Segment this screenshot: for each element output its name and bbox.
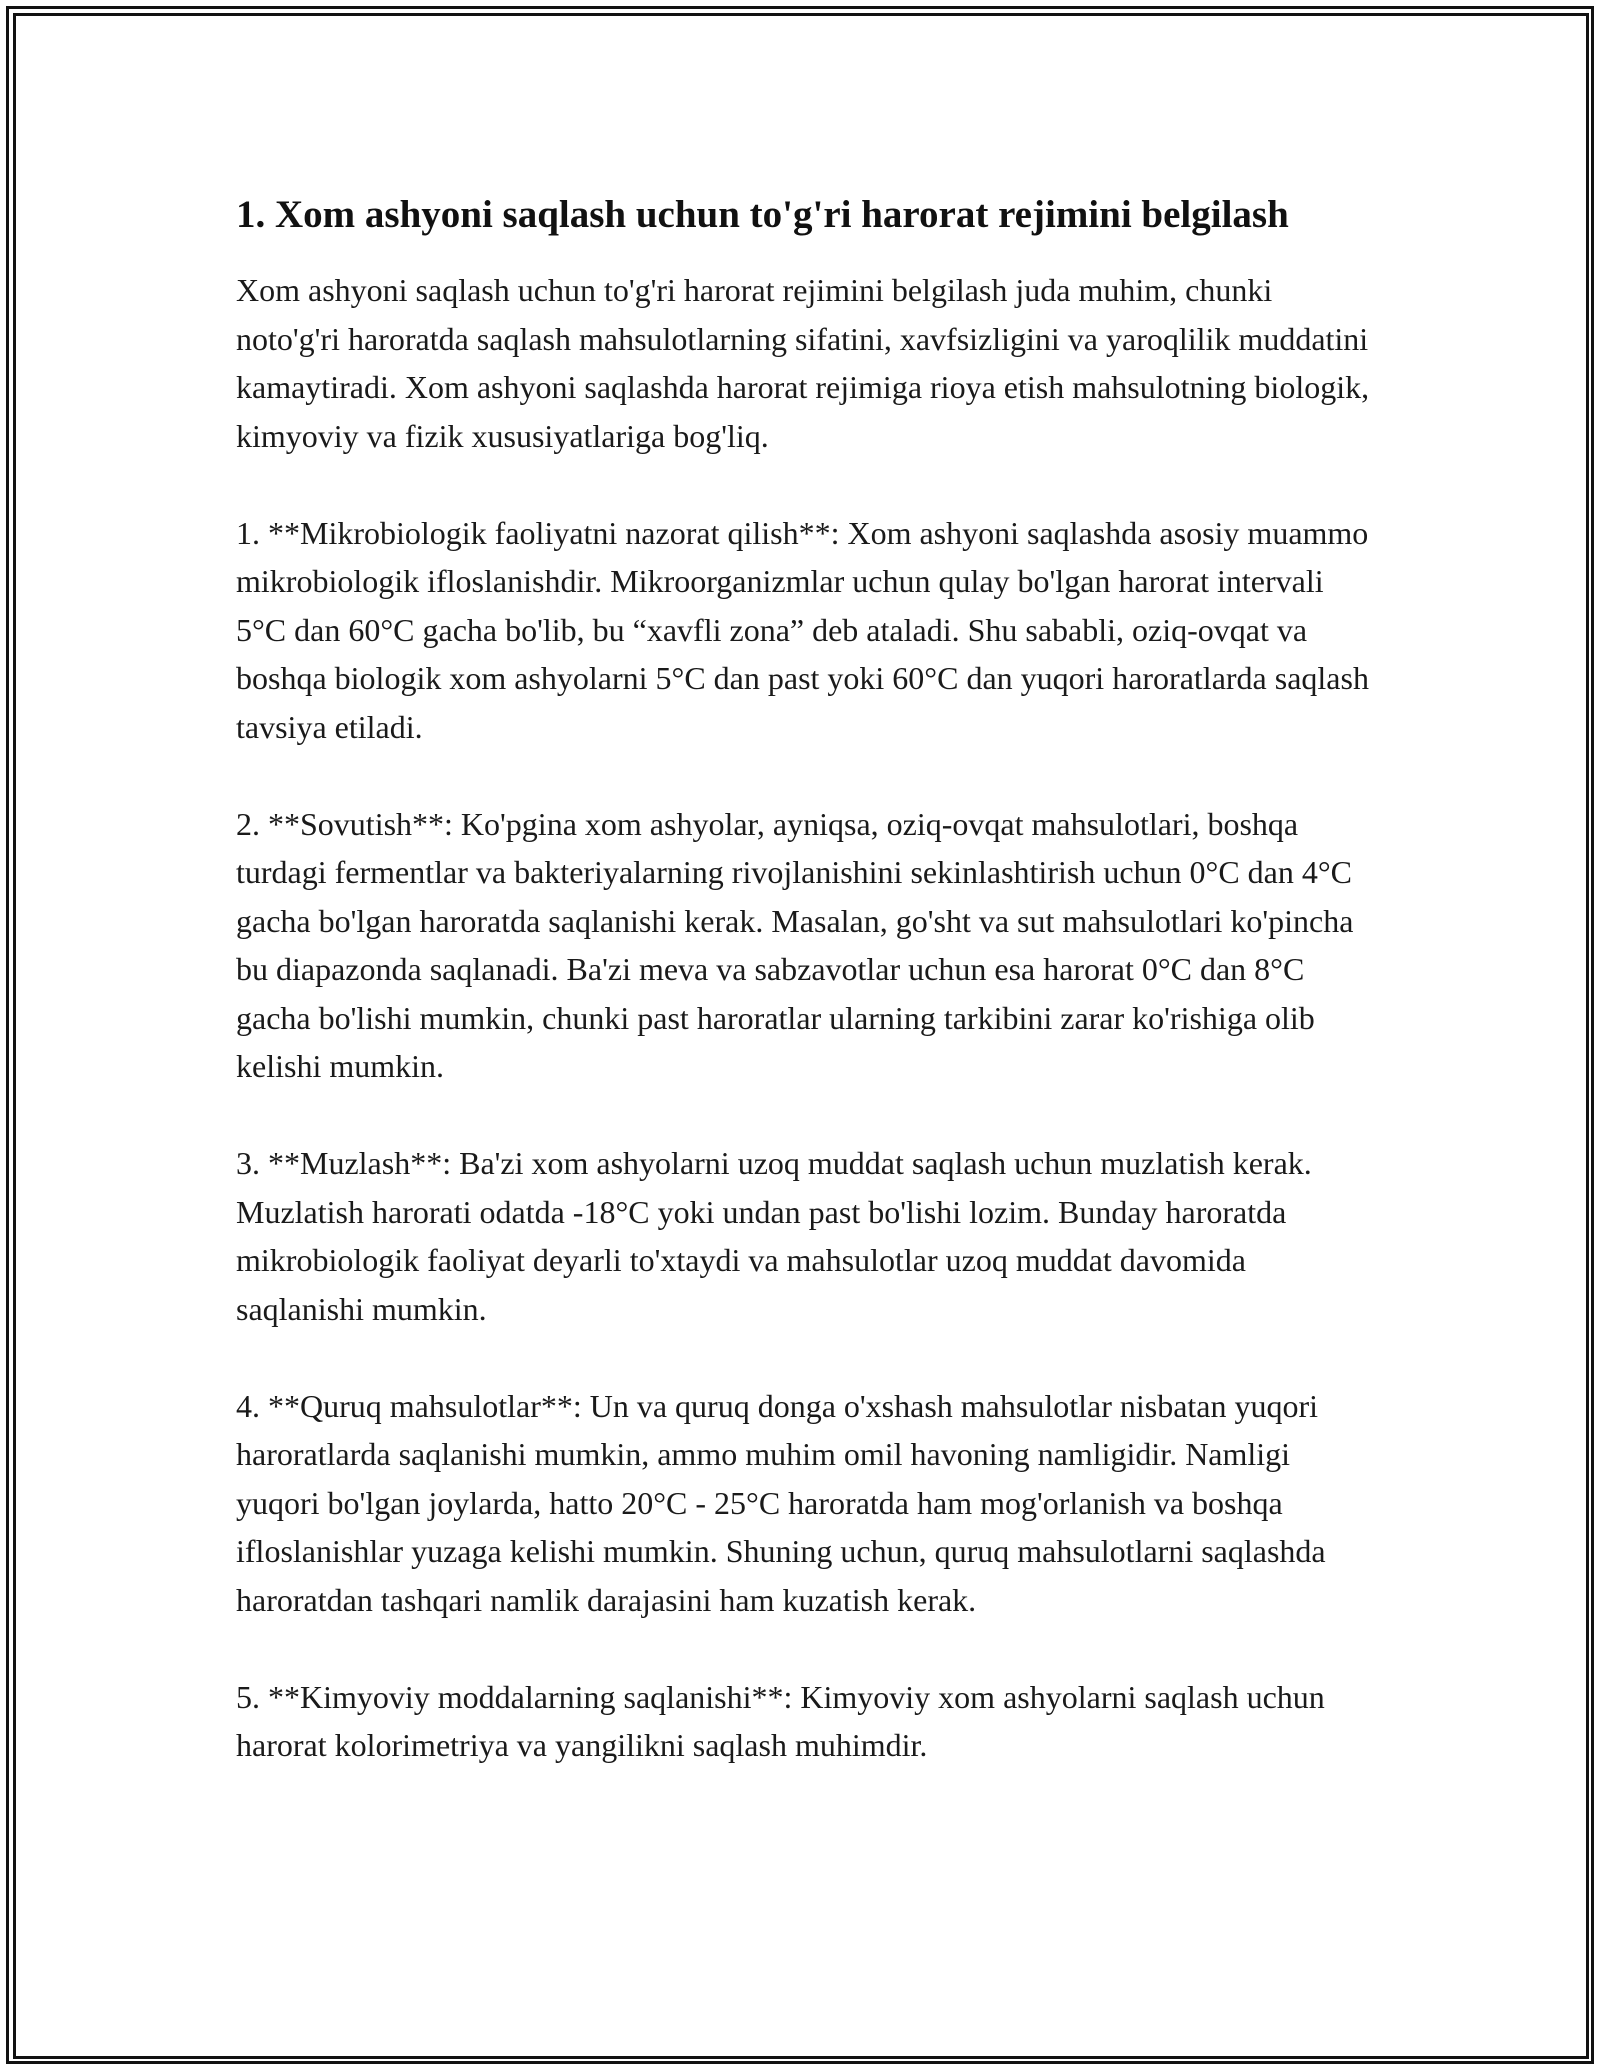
paragraph-chemicals: 5. **Kimyoviy moddalarning saqlanishi**: Kimyoviy xom ashyolarni saqlash uchun harorat kolorimetriya va yangilikni saqlash muhimdir. (236, 1678, 1325, 1763)
paragraph-dry-products: 4. **Quruq mahsulotlar**: Un va quruq donga o'xshash mahsulotlar nisbatan yuqori haroratlarda saqlanishi mumkin, ammo muhim omil havoning namligidir. Namligi yuqori bo'lgan joylarda, hatto 20°C - 25°C haroratda ham mog'orlanish va boshqa ifloslanishlar yuzaga kelishi mumkin. Shuning uchun, quruq mahsulotlarni saqlashda haroratdan tashqari namlik darajasini ham kuzatish kerak. (236, 1387, 1326, 1618)
paragraph-freezing: 3. **Muzlash**: Ba'zi xom ashyolarni uzoq muddat saqlash uchun muzlatish kerak. Muzlatish harorati odatda -18°C yoki undan past bo'lishi lozim. Bunday haroratda mikrobiologik faoliyat deyarli to'xtaydi va mahsulotlar uzoq muddat davomida saqlanishi mumkin. (236, 1145, 1312, 1327)
document-heading: 1. Xom ashyoni saqlash uchun to'g'ri harorat rejimini belgilash (236, 193, 1289, 236)
paragraph-microbiology: 1. **Mikrobiologik faoliyatni nazorat qilish**: Xom ashyoni saqlashda asosiy muammo mikrobiologik ifloslanishdir. Mikroorganizmlar uchun qulay bo'lgan harorat intervali 5°C dan 60°C gacha bo'lib, bu “xavfli zona” deb ataladi. Shu sababli, oziq-ovqat va boshqa biologik xom ashyolarni 5°C dan past yoki 60°C dan yuqori haroratlarda saqlash tavsiya etiladi. (236, 514, 1369, 745)
paragraph-cooling: 2. **Sovutish**: Ko'pgina xom ashyolar, ayniqsa, oziq-ovqat mahsulotlari, boshqa turdagi fermentlar va bakteriyalarning rivojlanishini sekinlashtirish uchun 0°C dan 4°C gacha bo'lgan haroratda saqlanishi kerak. Masalan, go'sht va sut mahsulotlari ko'pincha bu diapazonda saqlanadi. Ba'zi meva va sabzavotlar uchun esa harorat 0°C dan 8°C gacha bo'lishi mumkin, chunki past haroratlar ularning tarkibini zarar ko'rishiga olib kelishi mumkin. (236, 805, 1354, 1084)
intro-paragraph: Xom ashyoni saqlash uchun to'g'ri harorat rejimini belgilash juda muhim, chunki noto'g'ri haroratda saqlash mahsulotlarning sifatini, xavfsizligini va yaroqlilik muddatini kamaytiradi. Xom ashyoni saqlashda harorat rejimiga rioya etish mahsulotning biologik, kimyoviy va fizik xususiyatlariga bog'liq. (236, 272, 1370, 454)
document-body (236, 188, 1376, 1818)
